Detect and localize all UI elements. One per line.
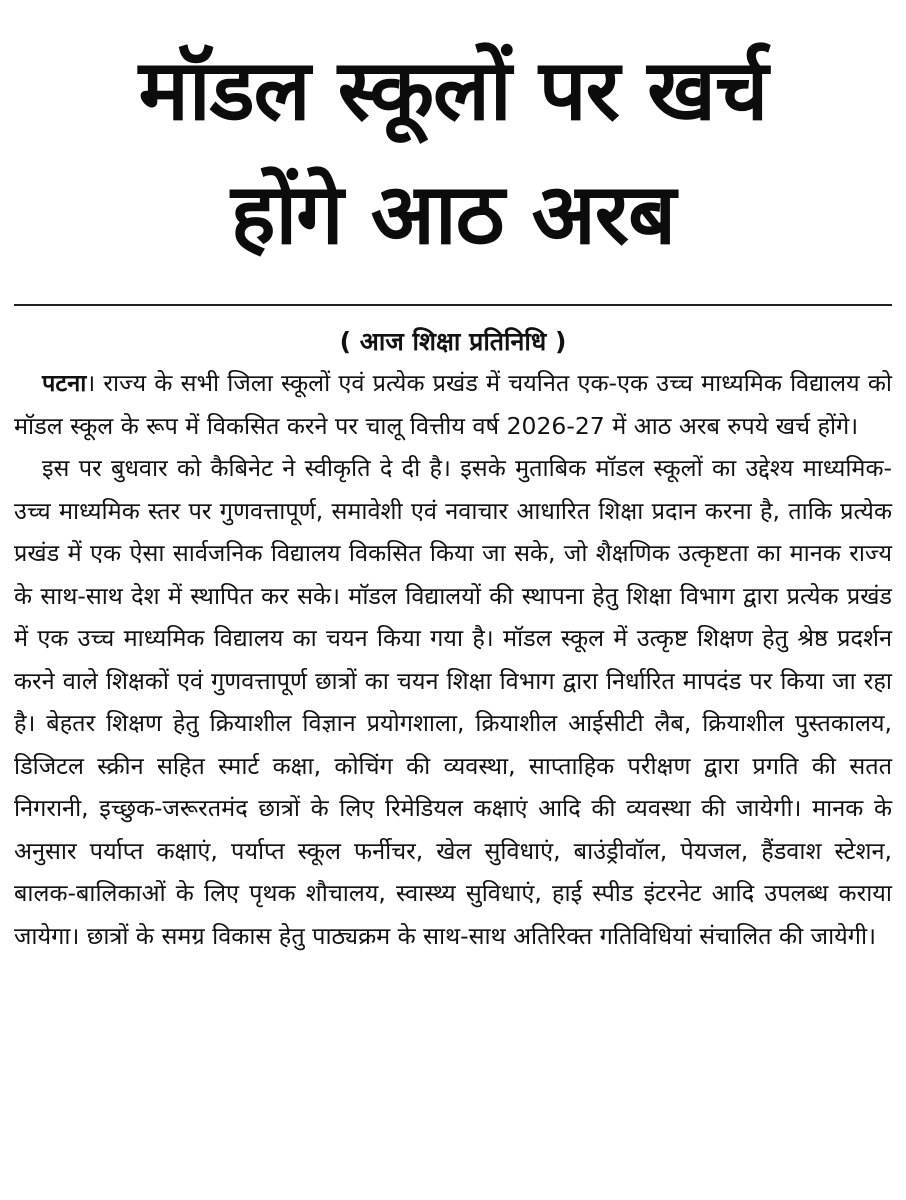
headline-line-1: मॉडल स्कूलों पर खर्च (138, 41, 768, 139)
headline-divider (14, 304, 892, 306)
paragraph-1 (14, 362, 892, 447)
article-body (14, 362, 892, 957)
dateline: पटना (42, 369, 87, 397)
byline: ( आज शिक्षा प्रतिनिधि ) (339, 327, 567, 356)
paragraph-1-text: । राज्य के सभी जिला स्कूलों एवं प्रत्येक प्रखंड में चयनित एक-एक उच्च माध्यमिक विद्यालय को मॉडल स्कूल के रूप में विकसित करने पर चालू वित्तीय वर्ष 2026-27 में आठ अरब रुपये खर्च होंगे। (14, 369, 892, 440)
paragraph-2: इस पर बुधवार को कैबिनेट ने स्वीकृति दे दी है। इसके मुताबिक मॉडल स्कूलों का उद्देश्य माध्यमिक-उच्च माध्यमिक स्तर पर गुणवत्तापूर्ण, समावेशी एवं नवाचार आधारित शिक्षा प्रदान करना है, ताकि प्रत्येक प्रखंड में एक ऐसा सार्वजनिक विद्यालय विकसित किया जा सके, जो शैक्षणिक उत्कृष्टता का मानक राज्य के साथ-साथ देश में स्थापित कर सके। मॉडल विद्यालयों की स्थापना हेतु शिक्षा विभाग द्वारा प्रत्येक प्रखंड में एक उच्च माध्यमिक विद्यालय का चयन किया गया है। मॉडल स्कूल में उत्कृष्ट शिक्षण हेतु श्रेष्ठ प्रदर्शन करने वाले शिक्षकों एवं गुणवत्तापूर्ण छात्रों का चयन शिक्षा विभाग द्वारा निर्धारित मापदंड पर किया जा रहा है। बेहतर शिक्षण हेतु क्रियाशील विज्ञान प्रयोगशाला, क्रियाशील आईसीटी लैब, क्रियाशील पुस्तकालय, डिजिटल स्क्रीन सहित स्मार्ट कक्षा, कोचिंग की व्यवस्था, साप्ताहिक परीक्षण द्वारा प्रगति की सतत निगरानी, इच्छुक-जरूरतमंद छात्रों के लिए रिमेडियल कक्षाएं आदि की व्यवस्था की जायेगी। मानक के अनुसार पर्याप्त कक्षाएं, पर्याप्त स्कूल फर्नीचर, खेल सुविधाएं, बाउंड्रीवॉल, पेयजल, हैंडवाश स्टेशन, बालक-बालिकाओं के लिए पृथक शौचालय, स्वास्थ्य सुविधाएं, हाई स्पीड इंटरनेट आदि उपलब्ध कराया जायेगा। छात्रों के समग्र विकास हेतु पाठ्यक्रम के साथ-साथ अतिरिक्त गतिविधियां संचालित की जायेगी। (14, 454, 892, 950)
headline-line-2: होंगे आठ अरब (230, 165, 676, 263)
headline (14, 0, 892, 276)
